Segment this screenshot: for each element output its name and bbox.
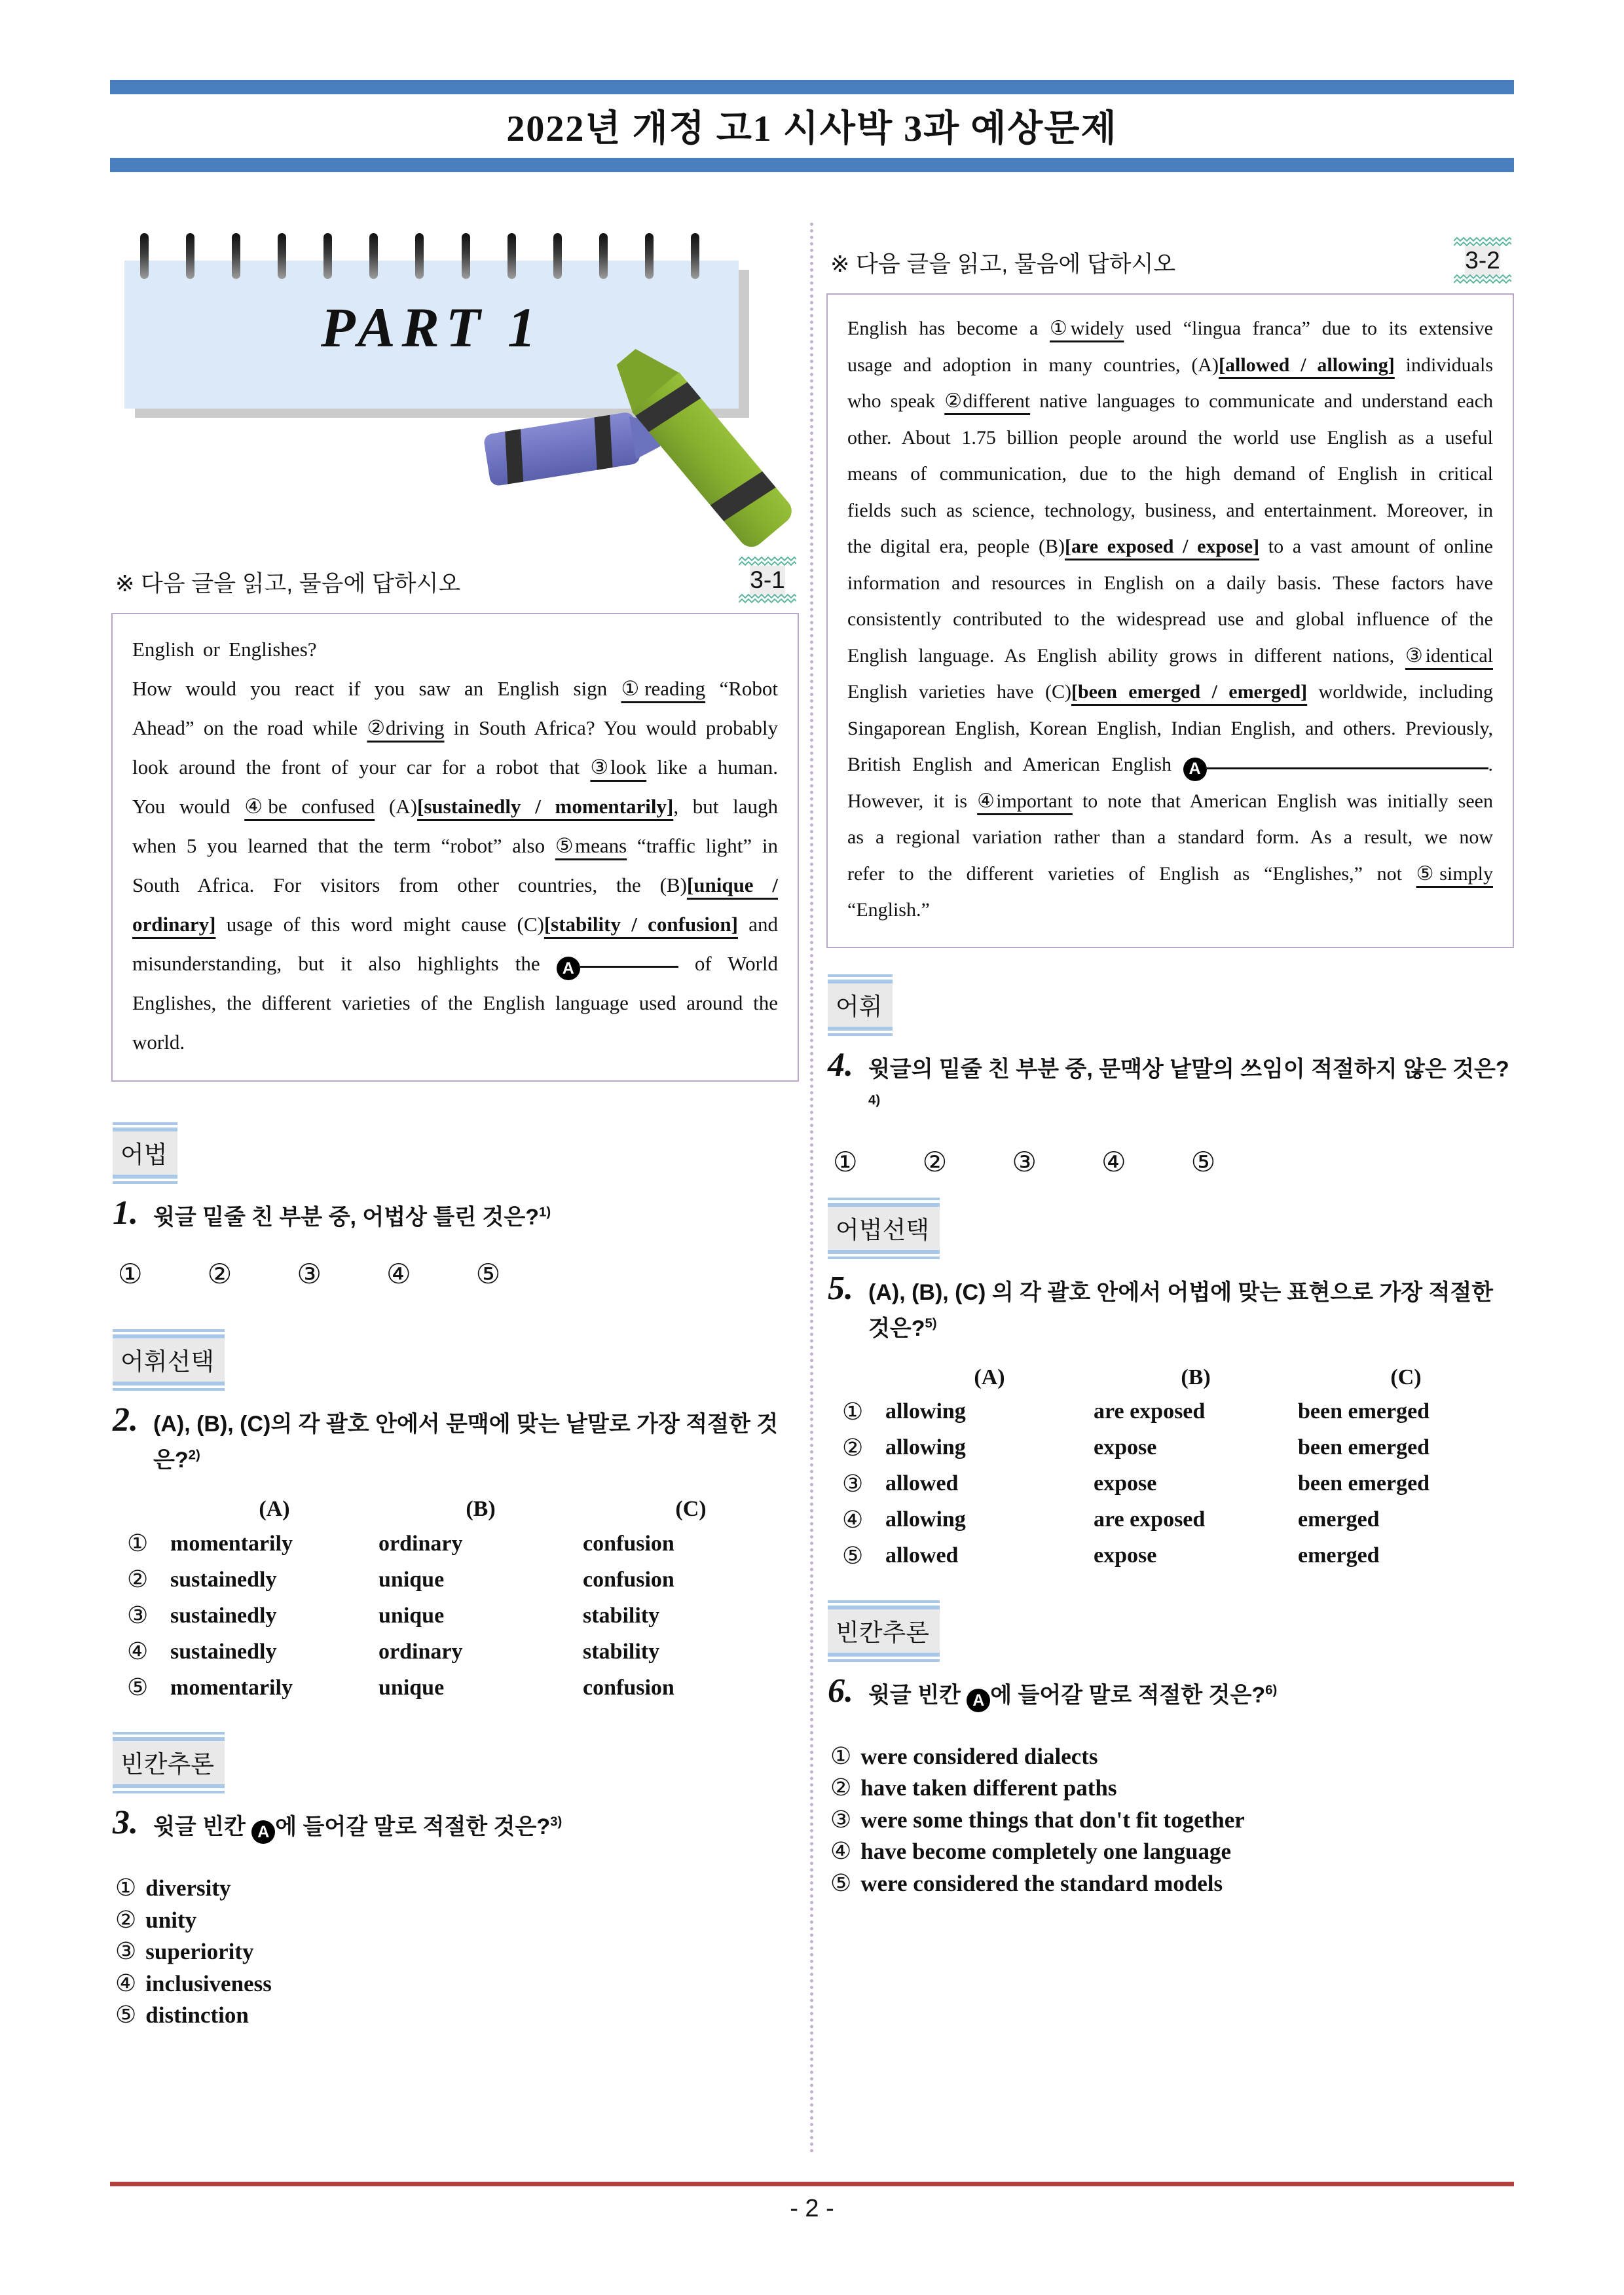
spiral-ring-icon — [645, 233, 654, 279]
left-column — [111, 216, 799, 2032]
notebook-pad — [124, 261, 739, 409]
option-item: ⑤ were considered the standard models — [830, 1869, 1223, 1897]
mark-4: ④ — [386, 1258, 411, 1291]
passage-title-line: English or Englishes? — [132, 638, 317, 661]
question-text: (A), (B), (C)의 각 괄호 안에서 문맥에 맞는 낱말로 가장 적절한 것은?$^{2)}$ — [153, 1412, 779, 1473]
spiral-ring-icon — [278, 233, 286, 279]
option-item: ⑤ distinction — [115, 2002, 249, 2029]
right-column — [826, 216, 1514, 1900]
table-row: ② allowing expose been emerged — [842, 1434, 1430, 1461]
mark-3: ③ — [1012, 1145, 1037, 1178]
mark-5: ⑤ — [475, 1258, 501, 1291]
option-item: ③ were some things that don't fit together — [830, 1806, 1245, 1833]
question-number: 3. — [113, 1804, 138, 1842]
question-text: 윗글 밑줄 친 부분 중, 어법상 틀린 것은?$^{1)}$ — [153, 1205, 551, 1230]
option-item: ② have taken different paths — [830, 1774, 1117, 1802]
spiral-ring-icon — [415, 233, 424, 279]
spiral-ring-icon — [462, 233, 470, 279]
section-label-blank-inference: 빈칸추론 — [113, 1732, 225, 1793]
option-item: ④ have become completely one language — [830, 1838, 1232, 1865]
option-item: ④ inclusiveness — [115, 1970, 272, 1997]
passage-tag-3-2 — [1454, 237, 1511, 284]
mark-2: ② — [922, 1145, 948, 1178]
question-text: 윗글 빈칸 A 에 들어갈 말로 적절한 것은?$^{6)}$ — [868, 1672, 1277, 1714]
spiral-rings — [140, 233, 699, 279]
section-label-blank-inference: 빈칸추론 — [828, 1600, 940, 1662]
wave-line-icon — [1454, 237, 1511, 247]
spiral-ring-icon — [323, 233, 332, 279]
instruction-row-right — [830, 237, 1511, 284]
instruction-row-left — [115, 557, 796, 604]
wave-line-icon — [739, 594, 796, 604]
instruction-text: ※ 다음 글을 읽고, 물음에 답하시오 — [115, 571, 461, 597]
mark-3: ③ — [297, 1258, 322, 1291]
table-row: ③ sustainedly unique stability — [127, 1602, 660, 1630]
option-item: ③ superiority — [115, 1938, 254, 1966]
mark-5: ⑤ — [1190, 1145, 1216, 1178]
spiral-ring-icon — [369, 233, 378, 279]
options-q3 — [115, 1873, 799, 2032]
table-row: ① allowing are exposed been emerged — [842, 1398, 1430, 1425]
question-number: 4. — [828, 1046, 853, 1084]
table-header-row: (A) (B) (C) — [974, 1365, 1422, 1389]
question-text: 윗글 빈칸 A 에 들어갈 말로 적절한 것은?$^{3)}$ — [153, 1804, 562, 1845]
options-q6 — [830, 1741, 1514, 1900]
question-3 — [113, 1804, 799, 1845]
table-row: ④ allowing are exposed emerged — [842, 1506, 1380, 1533]
question-text: (A), (B), (C) 의 각 괄호 안에서 어법에 맞는 표현으로 가장 적절한 것은?$^{5)}$ — [868, 1279, 1494, 1341]
mark-1: ① — [833, 1145, 858, 1178]
wave-line-icon — [1454, 274, 1511, 284]
spiral-ring-icon — [140, 233, 149, 279]
question-number: 1. — [113, 1194, 138, 1232]
page-title: 2022년 개정 고1 시사박 3과 예상문제 — [506, 109, 1118, 149]
passage-tag-number: 3-1 — [750, 566, 784, 595]
option-item: ① diversity — [115, 1875, 231, 1902]
column-divider — [810, 223, 813, 2154]
mark-1: ① — [118, 1258, 143, 1291]
choice-table-q2 — [127, 1493, 799, 1706]
mark-4: ④ — [1101, 1145, 1126, 1178]
passage-box-3-1 — [111, 613, 799, 1082]
table-header-row: (A) (B) (C) — [259, 1497, 707, 1522]
table-row: ④ sustainedly ordinary stability — [127, 1638, 660, 1666]
question-2 — [113, 1401, 799, 1478]
table-row: ⑤ momentarily unique confusion — [127, 1674, 674, 1702]
part-label: PART 1 — [321, 296, 542, 359]
passage-text: English has become a ①widely used “lingua franca” due to its extensive usage and adoption in many countries, (A)[allowed / allowing] individuals who speak ②different native languages to communicate and understand each other. About 1.75 billion people around the world use English as a useful means of communication, due to the high demand of English in critical fields such as science, technology, business, and entertainment. Moreover, in the digital era, people (B)[are exposed / expose] to a vast amount of online information and resources in English on a daily basis. These factors have consistently contributed to the widespread use and global influence of the English language. As English ability grows in different nations, ③identical English varieties have (C)[been emerged / emerged] worldwide, including Singaporean English, Korean English, Indian English, and others. Previously, British English and American English A . However, it is ④important to note that American English was initially seen as a regional variation rather than a standard form. As a result, we now refer to the different varieties of English as “Englishes,” not ⑤simply “English.” — [847, 318, 1494, 921]
section-label-grammar-choice: 어법선택 — [828, 1198, 940, 1259]
question-5 — [828, 1270, 1514, 1347]
spiral-ring-icon — [507, 233, 516, 279]
choice-table-q5 — [842, 1361, 1514, 1574]
answer-marks-q1 — [118, 1258, 799, 1290]
option-item: ① were considered dialects — [830, 1742, 1098, 1770]
footer-rule — [110, 2182, 1514, 2186]
question-6 — [828, 1672, 1514, 1714]
table-row: ② sustainedly unique confusion — [127, 1566, 674, 1594]
question-1 — [113, 1194, 799, 1236]
header-rule-top — [110, 80, 1514, 94]
question-4 — [828, 1046, 1514, 1124]
table-row: ③ allowed expose been emerged — [842, 1470, 1430, 1497]
table-row: ① momentarily ordinary confusion — [127, 1530, 674, 1558]
answer-marks-q4 — [833, 1146, 1514, 1178]
section-label-grammar: 어법 — [113, 1122, 177, 1184]
spiral-ring-icon — [553, 233, 562, 279]
question-text: 윗글의 밑줄 친 부분 중, 문맥상 낱말의 쓰임이 적절하지 않은 것은?$^{4)}$ — [868, 1056, 1509, 1108]
question-number: 2. — [113, 1401, 138, 1439]
passage-box-3-2 — [826, 293, 1514, 948]
spiral-ring-icon — [691, 233, 699, 279]
section-label-vocab-choice: 어휘선택 — [113, 1329, 225, 1391]
header-rule-bottom — [110, 158, 1514, 172]
instruction-text: ※ 다음 글을 읽고, 물음에 답하시오 — [830, 251, 1176, 277]
mark-2: ② — [207, 1258, 232, 1291]
section-label-vocab: 어휘 — [828, 974, 893, 1036]
spiral-ring-icon — [232, 233, 240, 279]
question-number: 5. — [828, 1269, 853, 1307]
page-number: - 2 - — [790, 2195, 834, 2222]
spiral-ring-icon — [186, 233, 194, 279]
passage-tag-number: 3-2 — [1465, 246, 1500, 276]
part-banner — [111, 216, 799, 557]
question-number: 6. — [828, 1672, 853, 1710]
option-item: ② unity — [115, 1906, 197, 1934]
passage-text: How would you react if you saw an English sign ①reading “Robot Ahead” on the road while ②driving in South Africa? You would probably look around the front of your car for a robot that ③look like a human. You would ④be confused (A)[sustainedly / momentarily], but laugh when 5 you learned that the term “robot” also ⑤means “traffic light” in South Africa. For visitors from other countries, the (B)[unique / ordinary] usage of this word might cause (C)[stability / confusion] and misunderstanding, but it also highlights the A of World Englishes, the different varieties of the English language used around the world. — [132, 677, 779, 1054]
spiral-ring-icon — [599, 233, 608, 279]
table-row: ⑤ allowed expose emerged — [842, 1542, 1380, 1570]
